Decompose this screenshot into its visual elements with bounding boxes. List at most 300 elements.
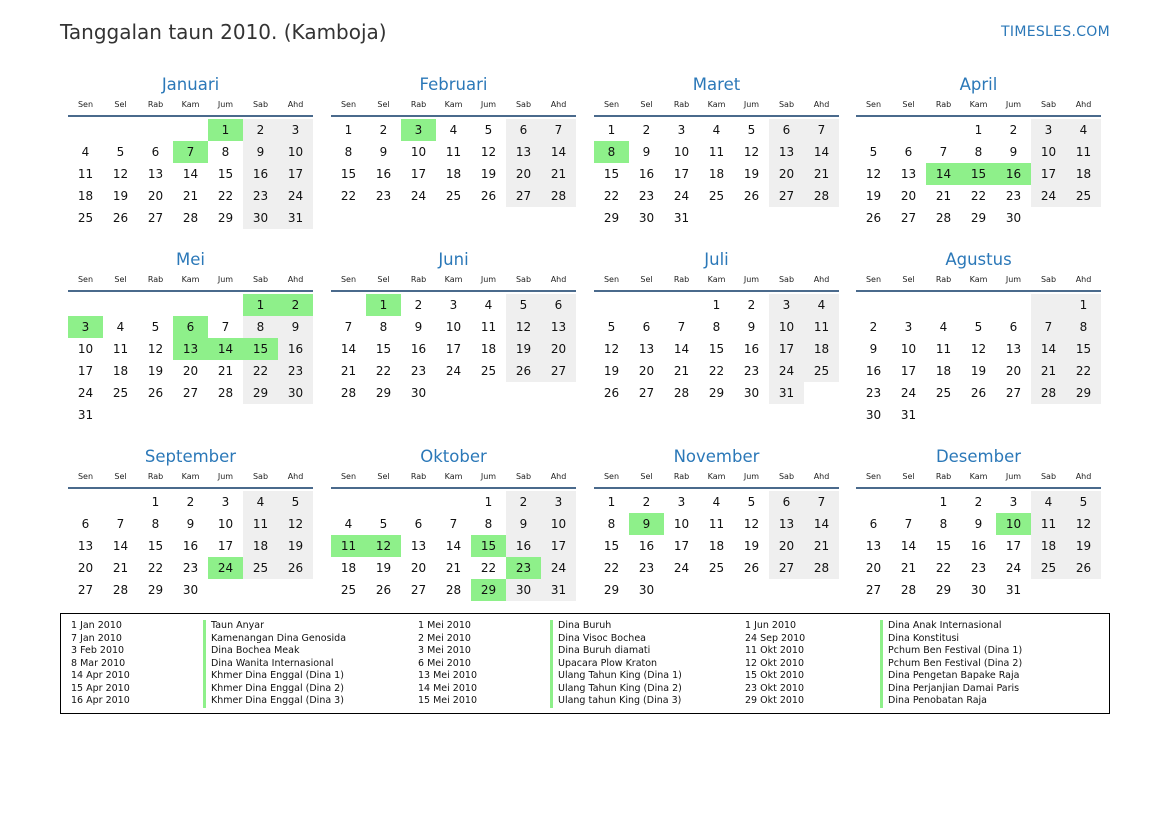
day-cell[interactable]: 9 bbox=[642, 145, 651, 159]
day-cell[interactable]: 8 bbox=[151, 517, 160, 531]
holiday-day[interactable]: 3 bbox=[68, 316, 103, 338]
day-cell[interactable]: 17 bbox=[900, 364, 917, 378]
holiday-day[interactable]: 16 bbox=[996, 163, 1031, 185]
day-cell[interactable]: 5 bbox=[974, 320, 983, 334]
day-cell[interactable]: 14 bbox=[112, 539, 129, 553]
day-cell[interactable]: 6 bbox=[541, 294, 576, 316]
day-cell[interactable]: 5 bbox=[747, 123, 756, 137]
day-cell[interactable]: 27 bbox=[506, 185, 541, 207]
day-cell[interactable]: 26 bbox=[506, 360, 541, 382]
day-cell[interactable]: 15 bbox=[935, 539, 952, 553]
day-cell[interactable]: 12 bbox=[112, 167, 129, 181]
day-cell[interactable]: 10 bbox=[673, 145, 690, 159]
day-cell[interactable]: 29 bbox=[375, 386, 392, 400]
day-cell[interactable]: 8 bbox=[712, 320, 721, 334]
day-cell[interactable]: 5 bbox=[869, 145, 878, 159]
day-cell[interactable]: 9 bbox=[186, 517, 195, 531]
day-cell[interactable]: 2 bbox=[747, 298, 756, 312]
day-cell[interactable]: 8 bbox=[379, 320, 388, 334]
day-cell[interactable]: 1 bbox=[939, 495, 948, 509]
day-cell[interactable]: 21 bbox=[900, 561, 917, 575]
day-cell[interactable]: 16 bbox=[243, 163, 278, 185]
day-cell[interactable]: 20 bbox=[541, 338, 576, 360]
day-cell[interactable]: 20 bbox=[77, 561, 94, 575]
day-cell[interactable]: 2 bbox=[974, 495, 983, 509]
day-cell[interactable]: 10 bbox=[1031, 141, 1066, 163]
day-cell[interactable]: 11 bbox=[935, 342, 952, 356]
day-cell[interactable]: 2 bbox=[243, 119, 278, 141]
day-cell[interactable]: 2 bbox=[869, 320, 878, 334]
day-cell[interactable]: 18 bbox=[935, 364, 952, 378]
day-cell[interactable]: 31 bbox=[1005, 583, 1022, 597]
day-cell[interactable]: 19 bbox=[1066, 535, 1101, 557]
day-cell[interactable]: 25 bbox=[1031, 557, 1066, 579]
day-cell[interactable]: 10 bbox=[541, 513, 576, 535]
day-cell[interactable]: 9 bbox=[379, 145, 388, 159]
day-cell[interactable]: 3 bbox=[278, 119, 313, 141]
day-cell[interactable]: 20 bbox=[865, 561, 882, 575]
day-cell[interactable]: 13 bbox=[900, 167, 917, 181]
day-cell[interactable]: 19 bbox=[603, 364, 620, 378]
day-cell[interactable]: 24 bbox=[900, 386, 917, 400]
day-cell[interactable]: 6 bbox=[81, 517, 90, 531]
day-cell[interactable]: 12 bbox=[743, 517, 760, 531]
day-cell[interactable]: 22 bbox=[243, 360, 278, 382]
day-cell[interactable]: 6 bbox=[151, 145, 160, 159]
day-cell[interactable]: 26 bbox=[603, 386, 620, 400]
day-cell[interactable]: 24 bbox=[673, 561, 690, 575]
day-cell[interactable]: 16 bbox=[865, 364, 882, 378]
day-cell[interactable]: 8 bbox=[1066, 316, 1101, 338]
day-cell[interactable]: 22 bbox=[217, 189, 234, 203]
day-cell[interactable]: 26 bbox=[112, 211, 129, 225]
day-cell[interactable]: 1 bbox=[484, 495, 493, 509]
day-cell[interactable]: 20 bbox=[1005, 364, 1022, 378]
day-cell[interactable]: 28 bbox=[935, 211, 952, 225]
day-cell[interactable]: 11 bbox=[1066, 141, 1101, 163]
day-cell[interactable]: 24 bbox=[278, 185, 313, 207]
day-cell[interactable]: 11 bbox=[804, 316, 839, 338]
day-cell[interactable]: 13 bbox=[541, 316, 576, 338]
day-cell[interactable]: 1 bbox=[1066, 294, 1101, 316]
day-cell[interactable]: 18 bbox=[112, 364, 129, 378]
holiday-day[interactable]: 1 bbox=[366, 294, 401, 316]
day-cell[interactable]: 28 bbox=[445, 583, 462, 597]
day-cell[interactable]: 24 bbox=[541, 557, 576, 579]
day-cell[interactable]: 12 bbox=[480, 145, 497, 159]
day-cell[interactable]: 22 bbox=[1066, 360, 1101, 382]
brand-link[interactable]: TIMESLES.COM bbox=[1001, 24, 1110, 40]
day-cell[interactable]: 29 bbox=[603, 583, 620, 597]
day-cell[interactable]: 4 bbox=[344, 517, 353, 531]
day-cell[interactable]: 13 bbox=[638, 342, 655, 356]
day-cell[interactable]: 28 bbox=[673, 386, 690, 400]
holiday-day[interactable]: 23 bbox=[506, 557, 541, 579]
day-cell[interactable]: 7 bbox=[116, 517, 125, 531]
day-cell[interactable]: 31 bbox=[541, 579, 576, 601]
day-cell[interactable]: 19 bbox=[865, 189, 882, 203]
day-cell[interactable]: 13 bbox=[769, 141, 804, 163]
day-cell[interactable]: 14 bbox=[804, 513, 839, 535]
day-cell[interactable]: 17 bbox=[541, 535, 576, 557]
day-cell[interactable]: 20 bbox=[506, 163, 541, 185]
day-cell[interactable]: 23 bbox=[410, 364, 427, 378]
day-cell[interactable]: 10 bbox=[77, 342, 94, 356]
day-cell[interactable]: 16 bbox=[375, 167, 392, 181]
day-cell[interactable]: 8 bbox=[939, 517, 948, 531]
day-cell[interactable]: 25 bbox=[480, 364, 497, 378]
day-cell[interactable]: 7 bbox=[344, 320, 353, 334]
day-cell[interactable]: 11 bbox=[480, 320, 497, 334]
day-cell[interactable]: 3 bbox=[677, 495, 686, 509]
day-cell[interactable]: 15 bbox=[708, 342, 725, 356]
day-cell[interactable]: 12 bbox=[970, 342, 987, 356]
day-cell[interactable]: 19 bbox=[970, 364, 987, 378]
day-cell[interactable]: 30 bbox=[970, 583, 987, 597]
day-cell[interactable]: 3 bbox=[1009, 495, 1018, 509]
day-cell[interactable]: 5 bbox=[278, 491, 313, 513]
day-cell[interactable]: 14 bbox=[340, 342, 357, 356]
day-cell[interactable]: 15 bbox=[603, 167, 620, 181]
day-cell[interactable]: 12 bbox=[603, 342, 620, 356]
day-cell[interactable]: 8 bbox=[974, 145, 983, 159]
day-cell[interactable]: 29 bbox=[970, 211, 987, 225]
day-cell[interactable]: 11 bbox=[77, 167, 94, 181]
day-cell[interactable]: 10 bbox=[673, 517, 690, 531]
day-cell[interactable]: 9 bbox=[747, 320, 756, 334]
day-cell[interactable]: 26 bbox=[865, 211, 882, 225]
day-cell[interactable]: 30 bbox=[506, 579, 541, 601]
day-cell[interactable]: 13 bbox=[865, 539, 882, 553]
day-cell[interactable]: 12 bbox=[278, 513, 313, 535]
day-cell[interactable]: 25 bbox=[77, 211, 94, 225]
day-cell[interactable]: 7 bbox=[904, 517, 913, 531]
holiday-day[interactable]: 15 bbox=[471, 535, 506, 557]
day-cell[interactable]: 3 bbox=[449, 298, 458, 312]
day-cell[interactable]: 21 bbox=[445, 561, 462, 575]
day-cell[interactable]: 1 bbox=[151, 495, 160, 509]
day-cell[interactable]: 25 bbox=[708, 189, 725, 203]
day-cell[interactable]: 21 bbox=[804, 163, 839, 185]
day-cell[interactable]: 20 bbox=[410, 561, 427, 575]
day-cell[interactable]: 28 bbox=[804, 557, 839, 579]
day-cell[interactable]: 9 bbox=[243, 141, 278, 163]
day-cell[interactable]: 12 bbox=[743, 145, 760, 159]
day-cell[interactable]: 17 bbox=[278, 163, 313, 185]
day-cell[interactable]: 18 bbox=[340, 561, 357, 575]
day-cell[interactable]: 17 bbox=[77, 364, 94, 378]
day-cell[interactable]: 10 bbox=[445, 320, 462, 334]
day-cell[interactable]: 19 bbox=[506, 338, 541, 360]
day-cell[interactable]: 13 bbox=[147, 167, 164, 181]
day-cell[interactable]: 9 bbox=[869, 342, 878, 356]
day-cell[interactable]: 4 bbox=[449, 123, 458, 137]
day-cell[interactable]: 23 bbox=[1005, 189, 1022, 203]
day-cell[interactable]: 17 bbox=[673, 539, 690, 553]
day-cell[interactable]: 30 bbox=[182, 583, 199, 597]
day-cell[interactable]: 13 bbox=[1005, 342, 1022, 356]
holiday-day[interactable]: 8 bbox=[594, 141, 629, 163]
day-cell[interactable]: 11 bbox=[1031, 513, 1066, 535]
day-cell[interactable]: 30 bbox=[410, 386, 427, 400]
day-cell[interactable]: 21 bbox=[673, 364, 690, 378]
day-cell[interactable]: 21 bbox=[935, 189, 952, 203]
day-cell[interactable]: 13 bbox=[410, 539, 427, 553]
holiday-day[interactable]: 29 bbox=[471, 579, 506, 601]
holiday-day[interactable]: 9 bbox=[629, 513, 664, 535]
holiday-day[interactable]: 3 bbox=[401, 119, 436, 141]
day-cell[interactable]: 31 bbox=[769, 382, 804, 404]
day-cell[interactable]: 14 bbox=[900, 539, 917, 553]
day-cell[interactable]: 29 bbox=[217, 211, 234, 225]
day-cell[interactable]: 21 bbox=[112, 561, 129, 575]
day-cell[interactable]: 1 bbox=[607, 495, 616, 509]
day-cell[interactable]: 18 bbox=[243, 535, 278, 557]
day-cell[interactable]: 24 bbox=[410, 189, 427, 203]
day-cell[interactable]: 3 bbox=[904, 320, 913, 334]
day-cell[interactable]: 19 bbox=[743, 167, 760, 181]
day-cell[interactable]: 24 bbox=[769, 360, 804, 382]
day-cell[interactable]: 5 bbox=[116, 145, 125, 159]
day-cell[interactable]: 25 bbox=[340, 583, 357, 597]
holiday-day[interactable]: 12 bbox=[366, 535, 401, 557]
day-cell[interactable]: 31 bbox=[673, 211, 690, 225]
day-cell[interactable]: 12 bbox=[506, 316, 541, 338]
day-cell[interactable]: 17 bbox=[1031, 163, 1066, 185]
day-cell[interactable]: 22 bbox=[147, 561, 164, 575]
day-cell[interactable]: 22 bbox=[480, 561, 497, 575]
day-cell[interactable]: 29 bbox=[1066, 382, 1101, 404]
day-cell[interactable]: 14 bbox=[804, 141, 839, 163]
day-cell[interactable]: 16 bbox=[182, 539, 199, 553]
day-cell[interactable]: 26 bbox=[743, 561, 760, 575]
day-cell[interactable]: 26 bbox=[278, 557, 313, 579]
day-cell[interactable]: 30 bbox=[278, 382, 313, 404]
day-cell[interactable]: 23 bbox=[375, 189, 392, 203]
holiday-day[interactable]: 2 bbox=[278, 294, 313, 316]
day-cell[interactable]: 7 bbox=[449, 517, 458, 531]
day-cell[interactable]: 27 bbox=[769, 557, 804, 579]
day-cell[interactable]: 2 bbox=[506, 491, 541, 513]
day-cell[interactable]: 5 bbox=[151, 320, 160, 334]
day-cell[interactable]: 22 bbox=[708, 364, 725, 378]
holiday-day[interactable]: 13 bbox=[173, 338, 208, 360]
day-cell[interactable]: 9 bbox=[506, 513, 541, 535]
day-cell[interactable]: 26 bbox=[147, 386, 164, 400]
day-cell[interactable]: 25 bbox=[1066, 185, 1101, 207]
day-cell[interactable]: 27 bbox=[77, 583, 94, 597]
day-cell[interactable]: 29 bbox=[147, 583, 164, 597]
day-cell[interactable]: 5 bbox=[484, 123, 493, 137]
day-cell[interactable]: 17 bbox=[769, 338, 804, 360]
day-cell[interactable]: 20 bbox=[769, 163, 804, 185]
day-cell[interactable]: 6 bbox=[769, 119, 804, 141]
day-cell[interactable]: 27 bbox=[410, 583, 427, 597]
day-cell[interactable]: 24 bbox=[1031, 185, 1066, 207]
day-cell[interactable]: 3 bbox=[541, 491, 576, 513]
day-cell[interactable]: 28 bbox=[900, 583, 917, 597]
day-cell[interactable]: 23 bbox=[243, 185, 278, 207]
day-cell[interactable]: 24 bbox=[445, 364, 462, 378]
day-cell[interactable]: 22 bbox=[340, 189, 357, 203]
day-cell[interactable]: 6 bbox=[506, 119, 541, 141]
day-cell[interactable]: 12 bbox=[1066, 513, 1101, 535]
day-cell[interactable]: 20 bbox=[900, 189, 917, 203]
day-cell[interactable]: 5 bbox=[747, 495, 756, 509]
day-cell[interactable]: 28 bbox=[340, 386, 357, 400]
day-cell[interactable]: 21 bbox=[340, 364, 357, 378]
day-cell[interactable]: 11 bbox=[708, 517, 725, 531]
day-cell[interactable]: 19 bbox=[480, 167, 497, 181]
day-cell[interactable]: 2 bbox=[642, 123, 651, 137]
day-cell[interactable]: 5 bbox=[1066, 491, 1101, 513]
holiday-day[interactable]: 1 bbox=[208, 119, 243, 141]
day-cell[interactable]: 4 bbox=[804, 294, 839, 316]
day-cell[interactable]: 1 bbox=[607, 123, 616, 137]
day-cell[interactable]: 30 bbox=[638, 583, 655, 597]
day-cell[interactable]: 5 bbox=[506, 294, 541, 316]
holiday-day[interactable]: 15 bbox=[961, 163, 996, 185]
day-cell[interactable]: 24 bbox=[673, 189, 690, 203]
day-cell[interactable]: 21 bbox=[182, 189, 199, 203]
day-cell[interactable]: 20 bbox=[769, 535, 804, 557]
day-cell[interactable]: 18 bbox=[708, 167, 725, 181]
day-cell[interactable]: 15 bbox=[217, 167, 234, 181]
day-cell[interactable]: 3 bbox=[769, 294, 804, 316]
day-cell[interactable]: 22 bbox=[603, 561, 620, 575]
day-cell[interactable]: 19 bbox=[743, 539, 760, 553]
day-cell[interactable]: 14 bbox=[182, 167, 199, 181]
day-cell[interactable]: 23 bbox=[182, 561, 199, 575]
day-cell[interactable]: 17 bbox=[673, 167, 690, 181]
day-cell[interactable]: 15 bbox=[340, 167, 357, 181]
day-cell[interactable]: 8 bbox=[607, 517, 616, 531]
day-cell[interactable]: 2 bbox=[642, 495, 651, 509]
day-cell[interactable]: 15 bbox=[1066, 338, 1101, 360]
day-cell[interactable]: 20 bbox=[147, 189, 164, 203]
day-cell[interactable]: 10 bbox=[900, 342, 917, 356]
day-cell[interactable]: 2 bbox=[379, 123, 388, 137]
day-cell[interactable]: 18 bbox=[804, 338, 839, 360]
day-cell[interactable]: 7 bbox=[221, 320, 230, 334]
day-cell[interactable]: 4 bbox=[484, 298, 493, 312]
holiday-day[interactable]: 15 bbox=[243, 338, 278, 360]
day-cell[interactable]: 31 bbox=[77, 408, 94, 422]
day-cell[interactable]: 7 bbox=[939, 145, 948, 159]
day-cell[interactable]: 29 bbox=[935, 583, 952, 597]
day-cell[interactable]: 31 bbox=[900, 408, 917, 422]
day-cell[interactable]: 8 bbox=[484, 517, 493, 531]
day-cell[interactable]: 11 bbox=[112, 342, 129, 356]
day-cell[interactable]: 26 bbox=[1066, 557, 1101, 579]
day-cell[interactable]: 8 bbox=[221, 145, 230, 159]
day-cell[interactable]: 17 bbox=[445, 342, 462, 356]
day-cell[interactable]: 10 bbox=[278, 141, 313, 163]
day-cell[interactable]: 10 bbox=[217, 517, 234, 531]
day-cell[interactable]: 2 bbox=[1009, 123, 1018, 137]
day-cell[interactable]: 9 bbox=[414, 320, 423, 334]
day-cell[interactable]: 2 bbox=[414, 298, 423, 312]
day-cell[interactable]: 11 bbox=[243, 513, 278, 535]
day-cell[interactable]: 26 bbox=[480, 189, 497, 203]
day-cell[interactable]: 9 bbox=[278, 316, 313, 338]
day-cell[interactable]: 9 bbox=[974, 517, 983, 531]
day-cell[interactable]: 20 bbox=[182, 364, 199, 378]
day-cell[interactable]: 19 bbox=[147, 364, 164, 378]
day-cell[interactable]: 25 bbox=[112, 386, 129, 400]
day-cell[interactable]: 15 bbox=[147, 539, 164, 553]
day-cell[interactable]: 25 bbox=[243, 557, 278, 579]
day-cell[interactable]: 2 bbox=[186, 495, 195, 509]
holiday-day[interactable]: 14 bbox=[208, 338, 243, 360]
day-cell[interactable]: 6 bbox=[642, 320, 651, 334]
day-cell[interactable]: 4 bbox=[939, 320, 948, 334]
day-cell[interactable]: 19 bbox=[375, 561, 392, 575]
day-cell[interactable]: 16 bbox=[970, 539, 987, 553]
day-cell[interactable]: 14 bbox=[445, 539, 462, 553]
day-cell[interactable]: 4 bbox=[116, 320, 125, 334]
day-cell[interactable]: 27 bbox=[865, 583, 882, 597]
day-cell[interactable]: 5 bbox=[379, 517, 388, 531]
day-cell[interactable]: 26 bbox=[970, 386, 987, 400]
day-cell[interactable]: 12 bbox=[865, 167, 882, 181]
day-cell[interactable]: 6 bbox=[904, 145, 913, 159]
day-cell[interactable]: 6 bbox=[869, 517, 878, 531]
day-cell[interactable]: 27 bbox=[638, 386, 655, 400]
day-cell[interactable]: 14 bbox=[541, 141, 576, 163]
day-cell[interactable]: 25 bbox=[708, 561, 725, 575]
day-cell[interactable]: 6 bbox=[414, 517, 423, 531]
day-cell[interactable]: 15 bbox=[603, 539, 620, 553]
day-cell[interactable]: 26 bbox=[375, 583, 392, 597]
day-cell[interactable]: 16 bbox=[410, 342, 427, 356]
day-cell[interactable]: 21 bbox=[217, 364, 234, 378]
day-cell[interactable]: 30 bbox=[865, 408, 882, 422]
day-cell[interactable]: 3 bbox=[677, 123, 686, 137]
day-cell[interactable]: 30 bbox=[638, 211, 655, 225]
day-cell[interactable]: 23 bbox=[865, 386, 882, 400]
day-cell[interactable]: 18 bbox=[1066, 163, 1101, 185]
day-cell[interactable]: 18 bbox=[1031, 535, 1066, 557]
day-cell[interactable]: 22 bbox=[603, 189, 620, 203]
day-cell[interactable]: 14 bbox=[1031, 338, 1066, 360]
day-cell[interactable]: 3 bbox=[1031, 119, 1066, 141]
day-cell[interactable]: 13 bbox=[769, 513, 804, 535]
day-cell[interactable]: 30 bbox=[1005, 211, 1022, 225]
day-cell[interactable]: 4 bbox=[712, 123, 721, 137]
day-cell[interactable]: 10 bbox=[410, 145, 427, 159]
day-cell[interactable]: 7 bbox=[677, 320, 686, 334]
day-cell[interactable]: 1 bbox=[974, 123, 983, 137]
day-cell[interactable]: 8 bbox=[243, 316, 278, 338]
day-cell[interactable]: 22 bbox=[375, 364, 392, 378]
day-cell[interactable]: 10 bbox=[769, 316, 804, 338]
day-cell[interactable]: 28 bbox=[112, 583, 129, 597]
day-cell[interactable]: 4 bbox=[243, 491, 278, 513]
day-cell[interactable]: 28 bbox=[217, 386, 234, 400]
day-cell[interactable]: 29 bbox=[708, 386, 725, 400]
holiday-day[interactable]: 10 bbox=[996, 513, 1031, 535]
day-cell[interactable]: 23 bbox=[638, 189, 655, 203]
day-cell[interactable]: 9 bbox=[1009, 145, 1018, 159]
holiday-day[interactable]: 14 bbox=[926, 163, 961, 185]
day-cell[interactable]: 4 bbox=[1066, 119, 1101, 141]
day-cell[interactable]: 4 bbox=[1031, 491, 1066, 513]
day-cell[interactable]: 27 bbox=[541, 360, 576, 382]
day-cell[interactable]: 25 bbox=[445, 189, 462, 203]
day-cell[interactable]: 17 bbox=[410, 167, 427, 181]
day-cell[interactable]: 15 bbox=[375, 342, 392, 356]
